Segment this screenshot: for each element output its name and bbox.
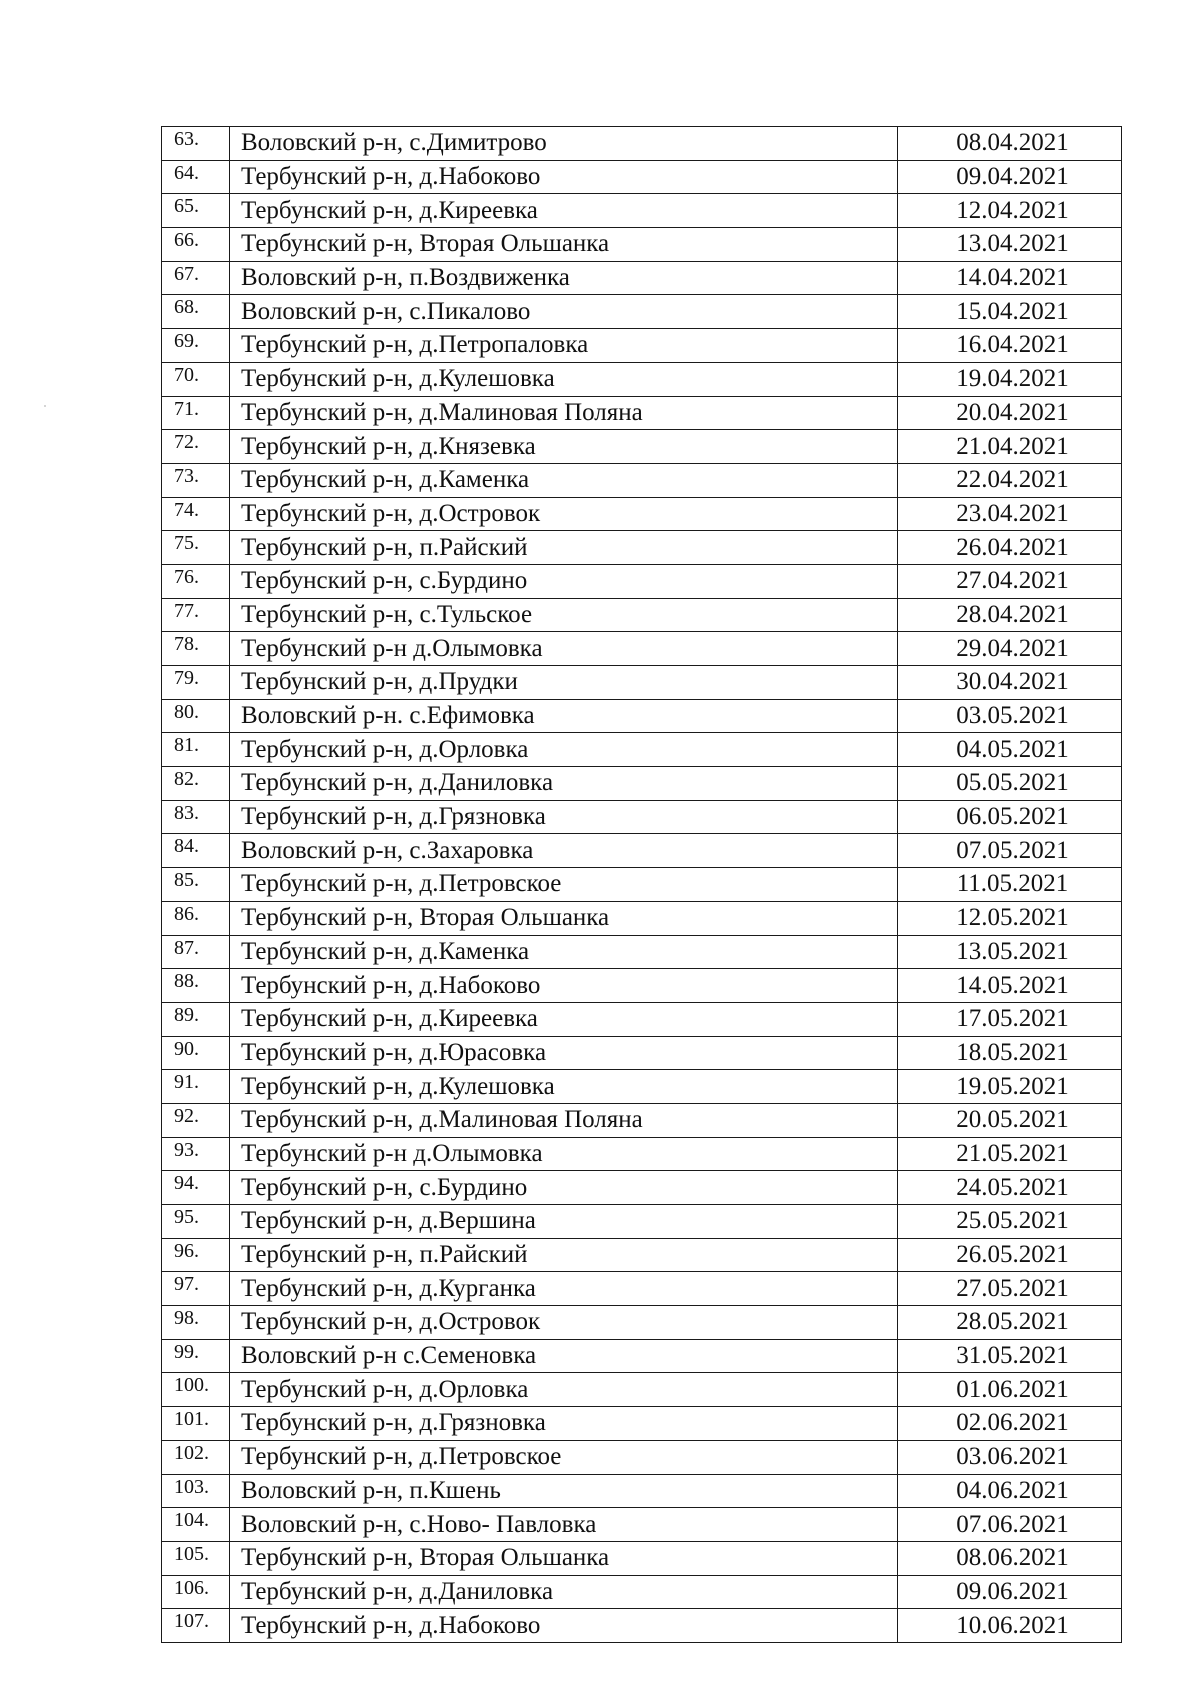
settlement-name: Тербунский р-н, д.Киреевка — [230, 1002, 898, 1036]
visit-date: 19.05.2021 — [898, 1070, 1122, 1104]
row-number: 83. — [162, 800, 230, 834]
visit-date: 09.06.2021 — [898, 1575, 1122, 1609]
table-row — [162, 767, 1122, 801]
settlement-name: Тербунский р-н, с.Бурдино — [230, 1171, 898, 1205]
visit-date: 24.05.2021 — [898, 1171, 1122, 1205]
table-row — [162, 295, 1122, 329]
settlement-name: Тербунский р-н, Вторая Ольшанка — [230, 1541, 898, 1575]
row-number: 79. — [162, 666, 230, 700]
table-row — [162, 194, 1122, 228]
row-number: 100. — [162, 1373, 230, 1407]
settlement-name: Тербунский р-н, д.Даниловка — [230, 767, 898, 801]
row-number: 82. — [162, 767, 230, 801]
schedule-table-body — [162, 127, 1122, 1643]
settlement-name: Воловский р-н, с.Пикалово — [230, 295, 898, 329]
settlement-name: Тербунский р-н, д.Петровское — [230, 868, 898, 902]
row-number: 95. — [162, 1205, 230, 1239]
table-row — [162, 1070, 1122, 1104]
row-number: 72. — [162, 430, 230, 464]
table-row — [162, 228, 1122, 262]
settlement-name: Воловский р-н, с.Захаровка — [230, 834, 898, 868]
settlement-name: Тербунский р-н, д.Малиновая Поляна — [230, 1103, 898, 1137]
table-row — [162, 800, 1122, 834]
visit-date: 01.06.2021 — [898, 1373, 1122, 1407]
settlement-name: Тербунский р-н, д.Кулешовка — [230, 1070, 898, 1104]
visit-date: 29.04.2021 — [898, 632, 1122, 666]
settlement-name: Тербунский р-н, п.Райский — [230, 1238, 898, 1272]
visit-date: 09.04.2021 — [898, 160, 1122, 194]
settlement-name: Тербунский р-н, д.Петровское — [230, 1440, 898, 1474]
visit-date: 21.05.2021 — [898, 1137, 1122, 1171]
visit-date: 18.05.2021 — [898, 1036, 1122, 1070]
visit-date: 13.04.2021 — [898, 228, 1122, 262]
table-row — [162, 1541, 1122, 1575]
row-number: 78. — [162, 632, 230, 666]
visit-date: 26.05.2021 — [898, 1238, 1122, 1272]
table-row — [162, 1339, 1122, 1373]
settlement-name: Тербунский р-н, д.Петропаловка — [230, 329, 898, 363]
table-row — [162, 1103, 1122, 1137]
table-row — [162, 1440, 1122, 1474]
table-row — [162, 1272, 1122, 1306]
visit-date: 31.05.2021 — [898, 1339, 1122, 1373]
settlement-name: Воловский р-н, п.Воздвиженка — [230, 261, 898, 295]
settlement-name: Тербунский р-н, д.Курганка — [230, 1272, 898, 1306]
row-number: 86. — [162, 901, 230, 935]
visit-date: 04.06.2021 — [898, 1474, 1122, 1508]
settlement-name: Тербунский р-н, п.Райский — [230, 531, 898, 565]
row-number: 69. — [162, 329, 230, 363]
settlement-name: Тербунский р-н, д.Даниловка — [230, 1575, 898, 1609]
settlement-name: Тербунский р-н д.Олымовка — [230, 632, 898, 666]
visit-date: 20.05.2021 — [898, 1103, 1122, 1137]
visit-date: 27.05.2021 — [898, 1272, 1122, 1306]
visit-date: 04.05.2021 — [898, 733, 1122, 767]
row-number: 81. — [162, 733, 230, 767]
row-number: 71. — [162, 396, 230, 430]
visit-date: 27.04.2021 — [898, 564, 1122, 598]
table-row — [162, 1575, 1122, 1609]
visit-date: 08.06.2021 — [898, 1541, 1122, 1575]
settlement-name: Тербунский р-н, д.Грязновка — [230, 800, 898, 834]
row-number: 92. — [162, 1103, 230, 1137]
settlement-name: Тербунский р-н, д.Каменка — [230, 463, 898, 497]
row-number: 74. — [162, 497, 230, 531]
settlement-name: Тербунский р-н д.Олымовка — [230, 1137, 898, 1171]
table-row — [162, 699, 1122, 733]
row-number: 63. — [162, 127, 230, 161]
settlement-name: Тербунский р-н, Вторая Ольшанка — [230, 228, 898, 262]
settlement-name: Тербунский р-н, д.Прудки — [230, 666, 898, 700]
visit-date: 15.04.2021 — [898, 295, 1122, 329]
visit-date: 07.06.2021 — [898, 1508, 1122, 1542]
settlement-name: Воловский р-н, с.Ново- Павловка — [230, 1508, 898, 1542]
visit-date: 21.04.2021 — [898, 430, 1122, 464]
row-number: 73. — [162, 463, 230, 497]
visit-date: 23.04.2021 — [898, 497, 1122, 531]
table-row — [162, 463, 1122, 497]
table-row — [162, 1306, 1122, 1340]
row-number: 102. — [162, 1440, 230, 1474]
visit-date: 13.05.2021 — [898, 935, 1122, 969]
table-row — [162, 396, 1122, 430]
row-number: 85. — [162, 868, 230, 902]
visit-date: 30.04.2021 — [898, 666, 1122, 700]
visit-date: 02.06.2021 — [898, 1407, 1122, 1441]
row-number: 104. — [162, 1508, 230, 1542]
row-number: 66. — [162, 228, 230, 262]
table-row — [162, 1036, 1122, 1070]
row-number: 93. — [162, 1137, 230, 1171]
table-row — [162, 632, 1122, 666]
row-number: 75. — [162, 531, 230, 565]
table-row — [162, 531, 1122, 565]
settlement-name: Тербунский р-н, д.Кулешовка — [230, 362, 898, 396]
settlement-name: Тербунский р-н, д.Островок — [230, 1306, 898, 1340]
settlement-name: Воловский р-н, п.Кшень — [230, 1474, 898, 1508]
settlement-name: Воловский р-н с.Семеновка — [230, 1339, 898, 1373]
row-number: 106. — [162, 1575, 230, 1609]
table-row — [162, 834, 1122, 868]
table-row — [162, 1171, 1122, 1205]
settlement-name: Тербунский р-н, Вторая Ольшанка — [230, 901, 898, 935]
settlement-name: Тербунский р-н, д.Набоково — [230, 160, 898, 194]
row-number: 94. — [162, 1171, 230, 1205]
visit-date: 11.05.2021 — [898, 868, 1122, 902]
row-number: 76. — [162, 564, 230, 598]
settlement-name: Тербунский р-н, д.Киреевка — [230, 194, 898, 228]
table-row — [162, 497, 1122, 531]
table-row — [162, 160, 1122, 194]
row-number: 67. — [162, 261, 230, 295]
visit-date: 28.05.2021 — [898, 1306, 1122, 1340]
visit-date: 07.05.2021 — [898, 834, 1122, 868]
row-number: 107. — [162, 1609, 230, 1643]
visit-date: 19.04.2021 — [898, 362, 1122, 396]
row-number: 87. — [162, 935, 230, 969]
table-row — [162, 1508, 1122, 1542]
settlement-name: Тербунский р-н, д.Вершина — [230, 1205, 898, 1239]
row-number: 65. — [162, 194, 230, 228]
table-row — [162, 1238, 1122, 1272]
visit-date: 17.05.2021 — [898, 1002, 1122, 1036]
row-number: 91. — [162, 1070, 230, 1104]
table-row — [162, 1373, 1122, 1407]
settlement-name: Тербунский р-н, д.Орловка — [230, 1373, 898, 1407]
row-number: 84. — [162, 834, 230, 868]
table-row — [162, 1609, 1122, 1643]
row-number: 89. — [162, 1002, 230, 1036]
visit-date: 12.04.2021 — [898, 194, 1122, 228]
settlement-name: Тербунский р-н, д.Князевка — [230, 430, 898, 464]
table-row — [162, 127, 1122, 161]
settlement-name: Тербунский р-н, д.Островок — [230, 497, 898, 531]
scan-speck — [44, 405, 46, 407]
row-number: 103. — [162, 1474, 230, 1508]
table-row — [162, 1137, 1122, 1171]
settlement-name: Воловский р-н. с.Ефимовка — [230, 699, 898, 733]
visit-date: 25.05.2021 — [898, 1205, 1122, 1239]
row-number: 98. — [162, 1306, 230, 1340]
table-row — [162, 329, 1122, 363]
settlement-name: Воловский р-н, с.Димитрово — [230, 127, 898, 161]
table-row — [162, 733, 1122, 767]
row-number: 96. — [162, 1238, 230, 1272]
row-number: 105. — [162, 1541, 230, 1575]
table-row — [162, 868, 1122, 902]
visit-date: 14.05.2021 — [898, 969, 1122, 1003]
visit-date: 03.05.2021 — [898, 699, 1122, 733]
row-number: 64. — [162, 160, 230, 194]
visit-date: 20.04.2021 — [898, 396, 1122, 430]
table-row — [162, 598, 1122, 632]
row-number: 101. — [162, 1407, 230, 1441]
row-number: 99. — [162, 1339, 230, 1373]
visit-date: 14.04.2021 — [898, 261, 1122, 295]
row-number: 77. — [162, 598, 230, 632]
settlement-name: Тербунский р-н, с.Бурдино — [230, 564, 898, 598]
table-row — [162, 261, 1122, 295]
visit-date: 10.06.2021 — [898, 1609, 1122, 1643]
visit-date: 16.04.2021 — [898, 329, 1122, 363]
settlement-name: Тербунский р-н, д.Набоково — [230, 969, 898, 1003]
table-row — [162, 935, 1122, 969]
table-row — [162, 969, 1122, 1003]
table-row — [162, 564, 1122, 598]
settlement-name: Тербунский р-н, д.Каменка — [230, 935, 898, 969]
table-row — [162, 1205, 1122, 1239]
settlement-name: Тербунский р-н, д.Грязновка — [230, 1407, 898, 1441]
visit-date: 08.04.2021 — [898, 127, 1122, 161]
table-row — [162, 666, 1122, 700]
visit-date: 26.04.2021 — [898, 531, 1122, 565]
table-row — [162, 901, 1122, 935]
table-row — [162, 1474, 1122, 1508]
visit-date: 06.05.2021 — [898, 800, 1122, 834]
table-row — [162, 1407, 1122, 1441]
row-number: 70. — [162, 362, 230, 396]
settlement-name: Тербунский р-н, д.Набоково — [230, 1609, 898, 1643]
visit-date: 05.05.2021 — [898, 767, 1122, 801]
visit-date: 12.05.2021 — [898, 901, 1122, 935]
settlement-name: Тербунский р-н, д.Малиновая Поляна — [230, 396, 898, 430]
visit-date: 28.04.2021 — [898, 598, 1122, 632]
table-row — [162, 362, 1122, 396]
row-number: 80. — [162, 699, 230, 733]
row-number: 68. — [162, 295, 230, 329]
settlement-name: Тербунский р-н, д.Юрасовка — [230, 1036, 898, 1070]
row-number: 88. — [162, 969, 230, 1003]
row-number: 97. — [162, 1272, 230, 1306]
table-row — [162, 430, 1122, 464]
row-number: 90. — [162, 1036, 230, 1070]
settlement-name: Тербунский р-н, д.Орловка — [230, 733, 898, 767]
visit-date: 22.04.2021 — [898, 463, 1122, 497]
settlement-name: Тербунский р-н, с.Тульское — [230, 598, 898, 632]
visit-date: 03.06.2021 — [898, 1440, 1122, 1474]
schedule-table — [161, 126, 1122, 1643]
table-row — [162, 1002, 1122, 1036]
